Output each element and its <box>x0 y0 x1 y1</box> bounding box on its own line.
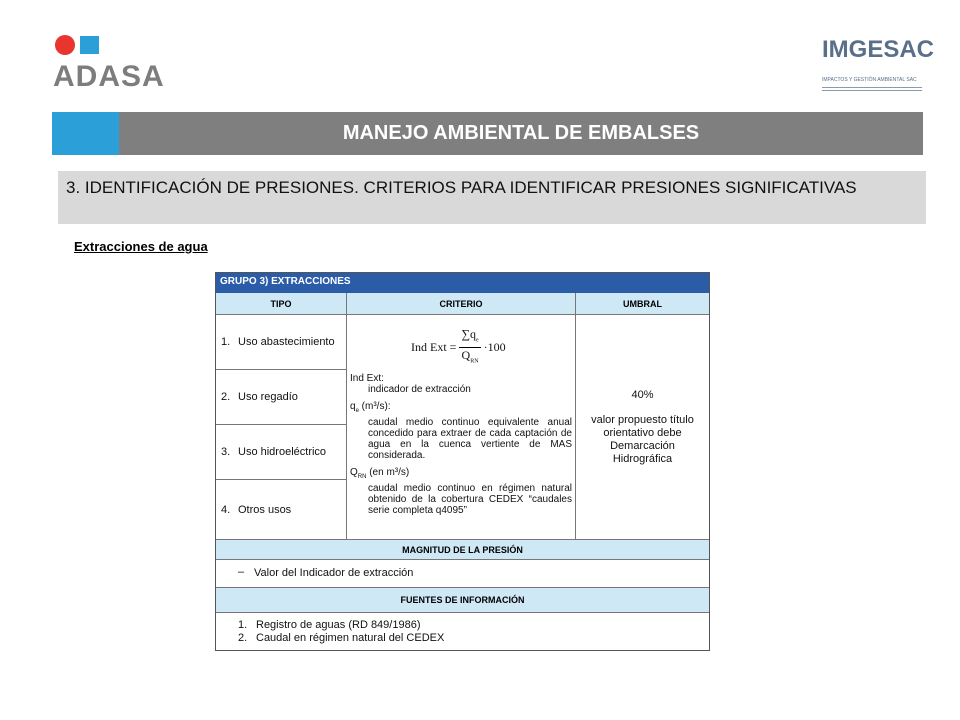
magnitud-item: Valor del Indicador de extracción <box>254 567 414 579</box>
formula-rhs: ·100 <box>483 340 506 355</box>
tipo-label: Uso abastecimiento <box>238 336 335 348</box>
group-title-row <box>216 273 709 293</box>
umbral-note-line: valor propuesto título <box>591 413 694 426</box>
tipo-num: 1. <box>221 336 231 348</box>
column-header-tipo: TIPO <box>216 293 347 315</box>
qe-desc: caudal medio continuo equivalente anual concedido para extraer de cada captación de agua en la cuenca vertiente de MAS considerada. <box>368 417 572 461</box>
formula-numerator <box>459 327 480 348</box>
fuentes-item <box>238 619 420 631</box>
qrn-units: (en m³/s) <box>366 467 410 478</box>
umbral-value: 40% <box>631 388 654 401</box>
logo-underline <box>822 87 922 88</box>
imgesac-logo-text: IMGESAC <box>822 36 935 63</box>
formula-den-text: Q <box>461 348 471 363</box>
title-accent <box>52 112 119 155</box>
formula <box>411 327 506 369</box>
fuentes-row <box>216 613 709 650</box>
formula-denominator <box>462 348 479 368</box>
imgesac-logo <box>820 36 935 96</box>
section-title: 3. IDENTIFICACIÓN DE PRESIONES. CRITERIOS PARA IDENTIFICAR PRESIONES SIGNIFICATIVAS <box>66 178 857 197</box>
tipo-row <box>216 370 347 425</box>
ind-ext-label: Ind Ext: <box>350 373 384 384</box>
logo-square-icon <box>80 36 99 54</box>
formula-den-sub: RN <box>470 358 479 365</box>
qe-units: (m³/s): <box>358 401 391 412</box>
tipo-label: Uso hidroeléctrico <box>238 446 327 458</box>
formula-num-sub: e <box>476 337 479 344</box>
fuentes-header: FUENTES DE INFORMACIÓN <box>216 588 709 613</box>
tipo-row <box>216 480 347 540</box>
fuentes-label: Caudal en régimen natural del CEDEX <box>256 632 445 644</box>
formula-lhs: Ind Ext = <box>411 340 457 355</box>
tipo-row <box>216 425 347 480</box>
magnitud-header: MAGNITUD DE LA PRESIÓN <box>216 539 709 560</box>
umbral-note-line: orientativo debe <box>603 426 682 439</box>
qrn-symbol: Q <box>350 467 358 478</box>
tipo-num: 2. <box>221 391 231 403</box>
page-title: MANEJO AMBIENTAL DE EMBALSES <box>342 122 700 144</box>
imgesac-logo-subtitle: IMPACTOS Y GESTIÓN AMBIENTAL SAC <box>822 77 917 83</box>
fuentes-num: 2. <box>238 632 248 644</box>
criterio-cell <box>347 315 576 540</box>
tipo-row <box>216 315 347 370</box>
tipo-label: Otros usos <box>238 503 292 516</box>
qrn-desc: caudal medio continuo en régimen natural obtenido de la cobertura CEDEX “caudales serie completa q4095” <box>368 483 572 516</box>
column-header-criterio: CRITERIO <box>347 293 576 315</box>
bullet-icon: – <box>238 566 245 578</box>
section-header <box>58 171 926 224</box>
qe-symbol: q <box>350 401 356 412</box>
fuentes-item <box>238 632 444 644</box>
qe-label <box>350 401 572 417</box>
qe-sub: e <box>355 408 359 414</box>
ind-ext-desc: indicador de extracción <box>368 384 471 395</box>
tipo-num: 3. <box>221 446 231 458</box>
umbral-note-line: Demarcación <box>610 439 675 452</box>
qrn-sub: RN <box>357 474 367 480</box>
logo-underline <box>822 90 922 91</box>
formula-num-text: ∑q <box>461 327 476 341</box>
magnitud-row <box>216 560 709 588</box>
title-bar <box>52 112 923 155</box>
subheading: Extracciones de agua <box>74 239 208 254</box>
tipo-num: 4. <box>221 503 231 516</box>
qrn-label <box>350 467 572 483</box>
criterio-text <box>350 373 572 516</box>
umbral-cell <box>576 315 709 540</box>
fuentes-num: 1. <box>238 619 248 631</box>
adasa-logo-text: ADASA <box>53 60 165 93</box>
umbral-note-line: Hidrográfica <box>612 452 673 465</box>
criteria-table <box>215 272 710 651</box>
adasa-logo <box>53 34 173 94</box>
column-header-umbral: UMBRAL <box>576 293 709 315</box>
group-title: GRUPO 3) EXTRACCIONES <box>220 276 351 287</box>
logo-dot-icon <box>55 35 75 55</box>
fuentes-label: Registro de aguas (RD 849/1986) <box>256 619 421 631</box>
tipo-label: Uso regadío <box>238 391 298 403</box>
formula-fraction <box>459 327 480 369</box>
